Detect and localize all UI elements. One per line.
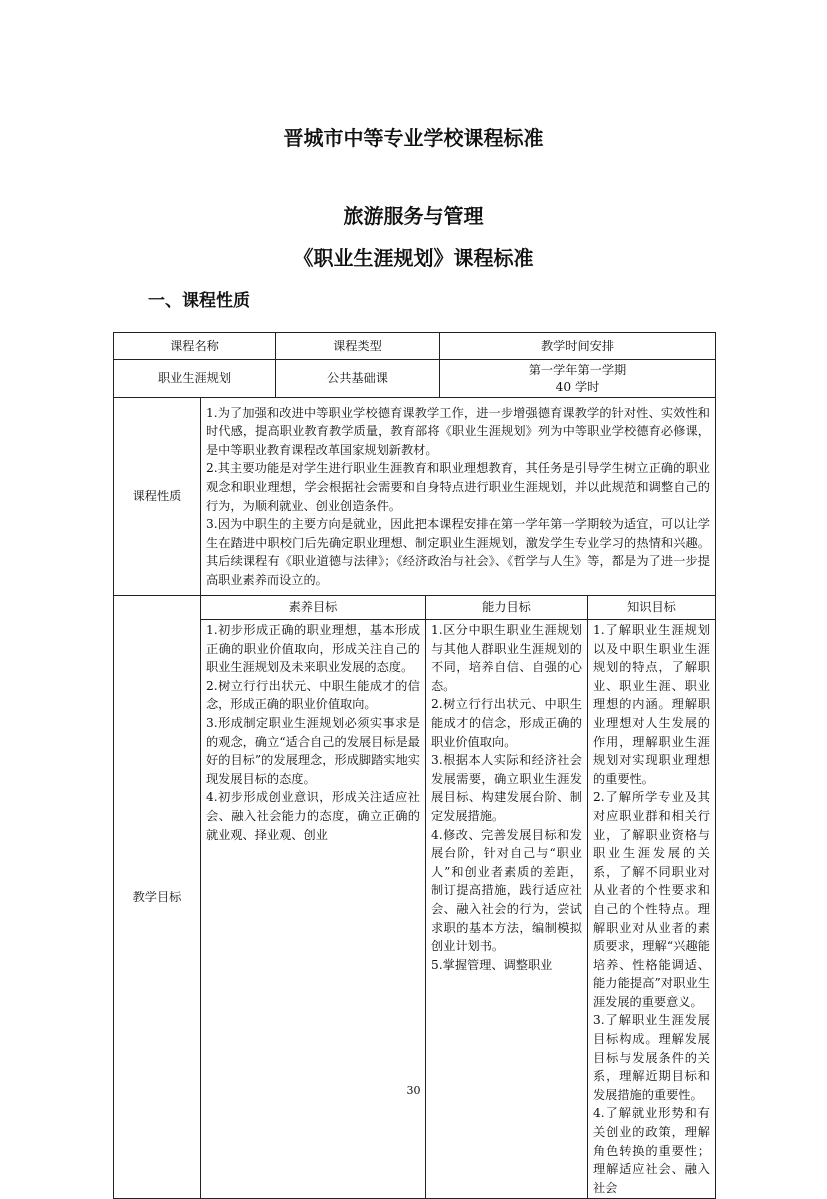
nature-label: 课程性质 (114, 398, 201, 596)
schedule-term: 第一学年第一学期 (528, 362, 627, 377)
knowledge-goals (588, 620, 716, 1199)
ability-goal-item: 5.掌握管理、调整职业 (431, 957, 553, 972)
nature-paragraph: 3.因为中职生的主要方向是就业，因此把本课程安排在第一学年第一学期较为适宜，可以让学生在踏进中职校门后先确定职业理想、制定职业生涯规划，激发学生专业学习的热情和兴趣。其后续课程有《职业道德与法律》；《经济政治与社会》、《哲学与人生》等，都是为了进一步提高职业素养而设立的。 (206, 517, 710, 587)
ability-goal-header: 能力目标 (426, 596, 588, 620)
schedule-value (440, 360, 716, 398)
goals-label: 教学目标 (114, 596, 201, 1199)
knowledge-goal-item: 3.了解职业生涯发展目标构成。理解发展目标与发展条件的关系，理解近期目标和发展措施的重要性。 (593, 1013, 710, 1102)
course-standard-table (113, 332, 716, 1199)
knowledge-goal-item: 4.了解就业形势和有关创业的政策，理解角色转换的重要性；理解适应社会、融入社会 (593, 1106, 710, 1195)
goals-header-row (114, 596, 716, 620)
knowledge-goal-header: 知识目标 (588, 596, 716, 620)
quality-goal-item: 1.初步形成正确的职业理想，基本形成正确的职业价值取向，形成关注自己的职业生涯规划及未来职业发展的态度。 (206, 623, 420, 675)
header-schedule: 教学时间安排 (440, 333, 716, 360)
header-course-type: 课程类型 (276, 333, 440, 360)
ability-goal-item: 2.树立行行出状元、中职生能成才的信念，形成正确的职业价值取向。 (431, 697, 582, 749)
quality-goal-item: 2.树立行行出状元、中职生能成才的信念，形成正确的职业价值取向。 (206, 678, 420, 712)
course-standard-title: 《职业生涯规划》课程标准 (293, 246, 534, 270)
nature-row (114, 398, 716, 596)
section-heading: 一、课程性质 (148, 291, 250, 311)
major-title: 旅游服务与管理 (343, 204, 484, 228)
ability-goal-item: 1.区分中职生职业生涯规划与其他人群职业生涯规划的不同，培养自信、自强的心态。 (431, 623, 582, 693)
nature-paragraph: 1.为了加强和改进中等职业学校德育课教学工作，进一步增强德育课教学的针对性、实效性和时代感，提高职业教育教学质量，教育部将《职业生涯规划》列为中等职业学校德育必修课，是中等职业教育课程改革国家规划新教材。 (206, 405, 710, 457)
goals-content-row (114, 620, 716, 1199)
page-number: 30 (406, 1084, 421, 1097)
course-type-value: 公共基础课 (276, 360, 440, 398)
nature-paragraph: 2.其主要功能是对学生进行职业生涯教育和职业理想教育，其任务是引导学生树立正确的职业观念和职业理想，学会根据社会需要和自身特点进行职业生涯规划，并以此规范和调整自己的行为，为顺利就业、创业创造条件。 (206, 461, 710, 513)
quality-goals (201, 620, 426, 1199)
schedule-hours: 40 学时 (555, 379, 600, 394)
quality-goal-header: 素养目标 (201, 596, 426, 620)
school-title: 晋城市中等专业学校课程标准 (283, 126, 544, 150)
ability-goal-item: 4.修改、完善发展目标和发展台阶，针对自己与“职业人”和创业者素质的差距，制订提高措施，践行适应社会、融入社会的行为，尝试求职的基本方法，编制模拟创业计划书。 (431, 827, 582, 954)
header-course-name: 课程名称 (114, 333, 276, 360)
nature-content (201, 398, 716, 596)
quality-goal-item: 4.初步形成创业意识，形成关注适应社会、融入社会能力的态度，确立正确的就业观、择业观、创业 (206, 790, 420, 842)
quality-goal-item: 3.形成制定职业生涯规划必须实事求是的观念，确立“适合自己的发展目标是最好的目标”的发展理念，形成脚踏实地实现发展目标的态度。 (206, 715, 420, 786)
knowledge-goal-item: 1.了解职业生涯规划以及中职生职业生涯规划的特点，了解职业、职业生涯、职业理想的内涵。理解职业理想对人生发展的作用，理解职业生涯规划对实现职业理想的重要性。 (593, 623, 710, 786)
knowledge-goal-item: 2.了解所学专业及其对应职业群和相关行业，了解职业资格与职业生涯发展的关系，了解不同职业对从业者的个性要求和自己的个性特点。理解职业对从业者的素质要求，理解“兴趣能培养、性格能调适、能力能提高”对职业生涯发展的重要意义。 (593, 790, 710, 1009)
table-info-row (114, 360, 716, 398)
ability-goal-item: 3.根据本人实际和经济社会发展需要，确立职业生涯发展目标、构建发展台阶、制定发展措施。 (431, 753, 582, 823)
table-header-row (114, 333, 716, 360)
ability-goals (426, 620, 588, 1199)
course-name-value: 职业生涯规划 (114, 360, 276, 398)
